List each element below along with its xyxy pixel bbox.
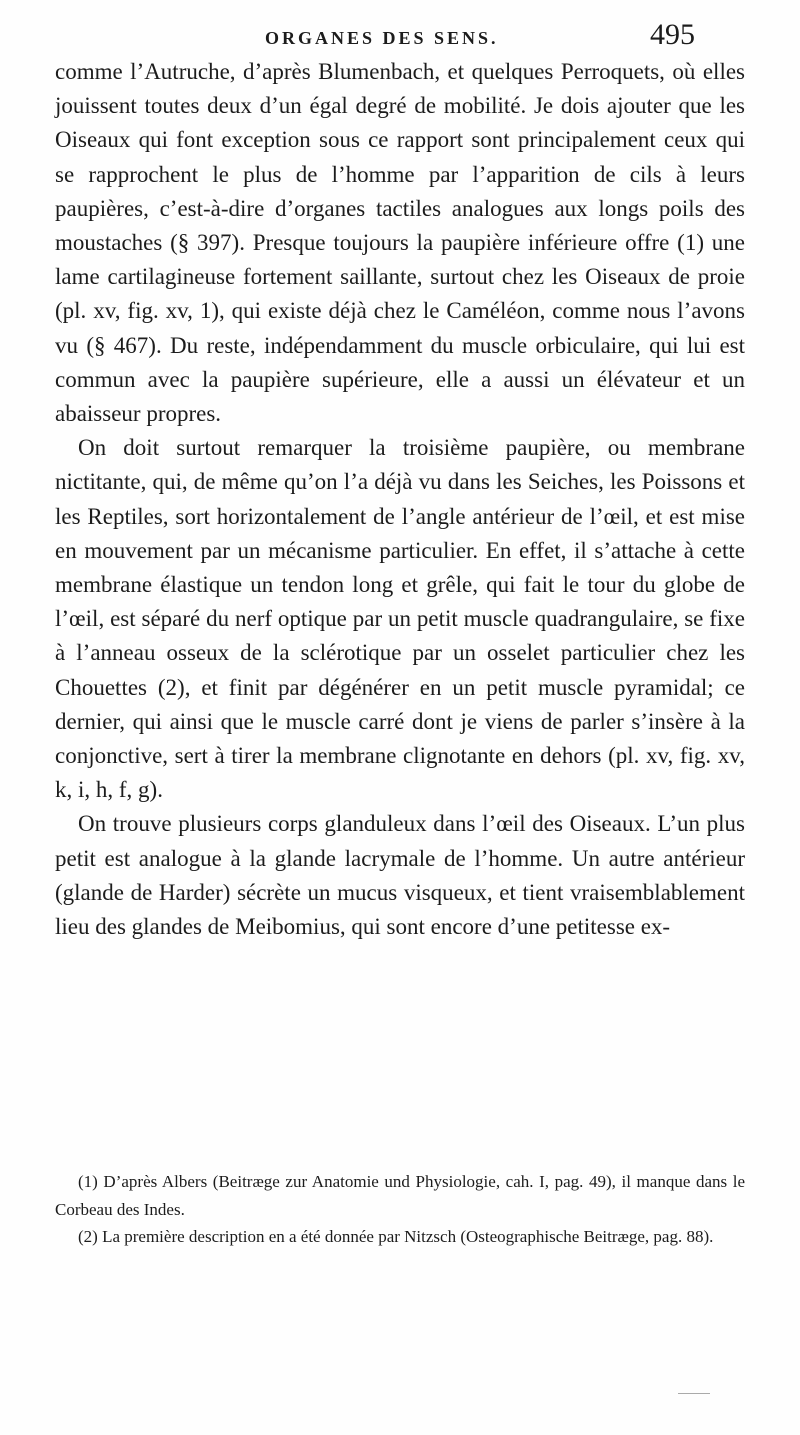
scan-mark: [678, 1393, 710, 1394]
footnote-1: (1) D’après Albers (Beitræge zur Anatomie und Physiologie, cah. I, pag. 49), il manque dans le Corbeau des Indes.: [55, 1172, 745, 1219]
footnote-2: (2) La première description en a été donnée par Nitzsch (Osteographische Beitræge, pag. 88).: [78, 1227, 714, 1246]
paragraph-1: comme l’Autruche, d’après Blumenbach, et quelques Perroquets, où elles jouissent toutes deux d’un égal degré de mobilité. Je dois ajouter que les Oiseaux qui font exception sous ce rapport sont principalement ceux qui se rapprochent le plus de l’homme par l’apparition de cils à leurs paupières, c’est-à-dire d’organes tactiles analogues aux longs poils des moustaches (§ 397). Presque toujours la paupière inférieure offre (1) une lame cartilagineuse fortement saillante, surtout chez les Oiseaux de proie (pl. xv, fig. xv, 1), qui existe déjà chez le Caméléon, comme nous l’avons vu (§ 467). Du reste, indépendamment du muscle orbiculaire, qui lui est commun avec la paupière supérieure, elle a aussi un élévateur et un abaisseur propres.: [55, 59, 745, 427]
body-text: [55, 55, 745, 944]
running-head: [265, 12, 695, 52]
paragraph-3: On trouve plusieurs corps glanduleux dans l’œil des Oiseaux. L’un plus petit est analogue à la glande lacrymale de l’homme. Un autre antérieur (glande de Harder) sécrète un mucus visqueux, et tient vraisemblablement lieu des glandes de Meibomius, qui sont encore d’une petitesse ex-: [55, 811, 745, 940]
page-number: 495: [650, 18, 695, 51]
footnotes: [55, 1168, 745, 1251]
paragraph-2: On doit surtout remarquer la troisième paupière, ou membrane nictitante, qui, de même qu’on l’a déjà vu dans les Seiches, les Poissons et les Reptiles, sort horizontalement de l’angle antérieur de l’œil, et est mise en mouvement par un mécanisme particulier. En effet, il s’attache à cette membrane élastique un tendon long et grêle, qui fait le tour du globe de l’œil, est séparé du nerf optique par un petit muscle quadrangulaire, se fixe à l’anneau osseux de la sclérotique par un osselet particulier chez les Chouettes (2), et finit par dégénérer en un petit muscle pyramidal; ce dernier, qui ainsi que le muscle carré dont je viens de parler s’insère à la conjonctive, sert à tirer la membrane clignotante en dehors (pl. xv, fig. xv, k, i, h, f, g).: [55, 435, 745, 803]
running-title: ORGANES DES SENS.: [265, 28, 499, 48]
